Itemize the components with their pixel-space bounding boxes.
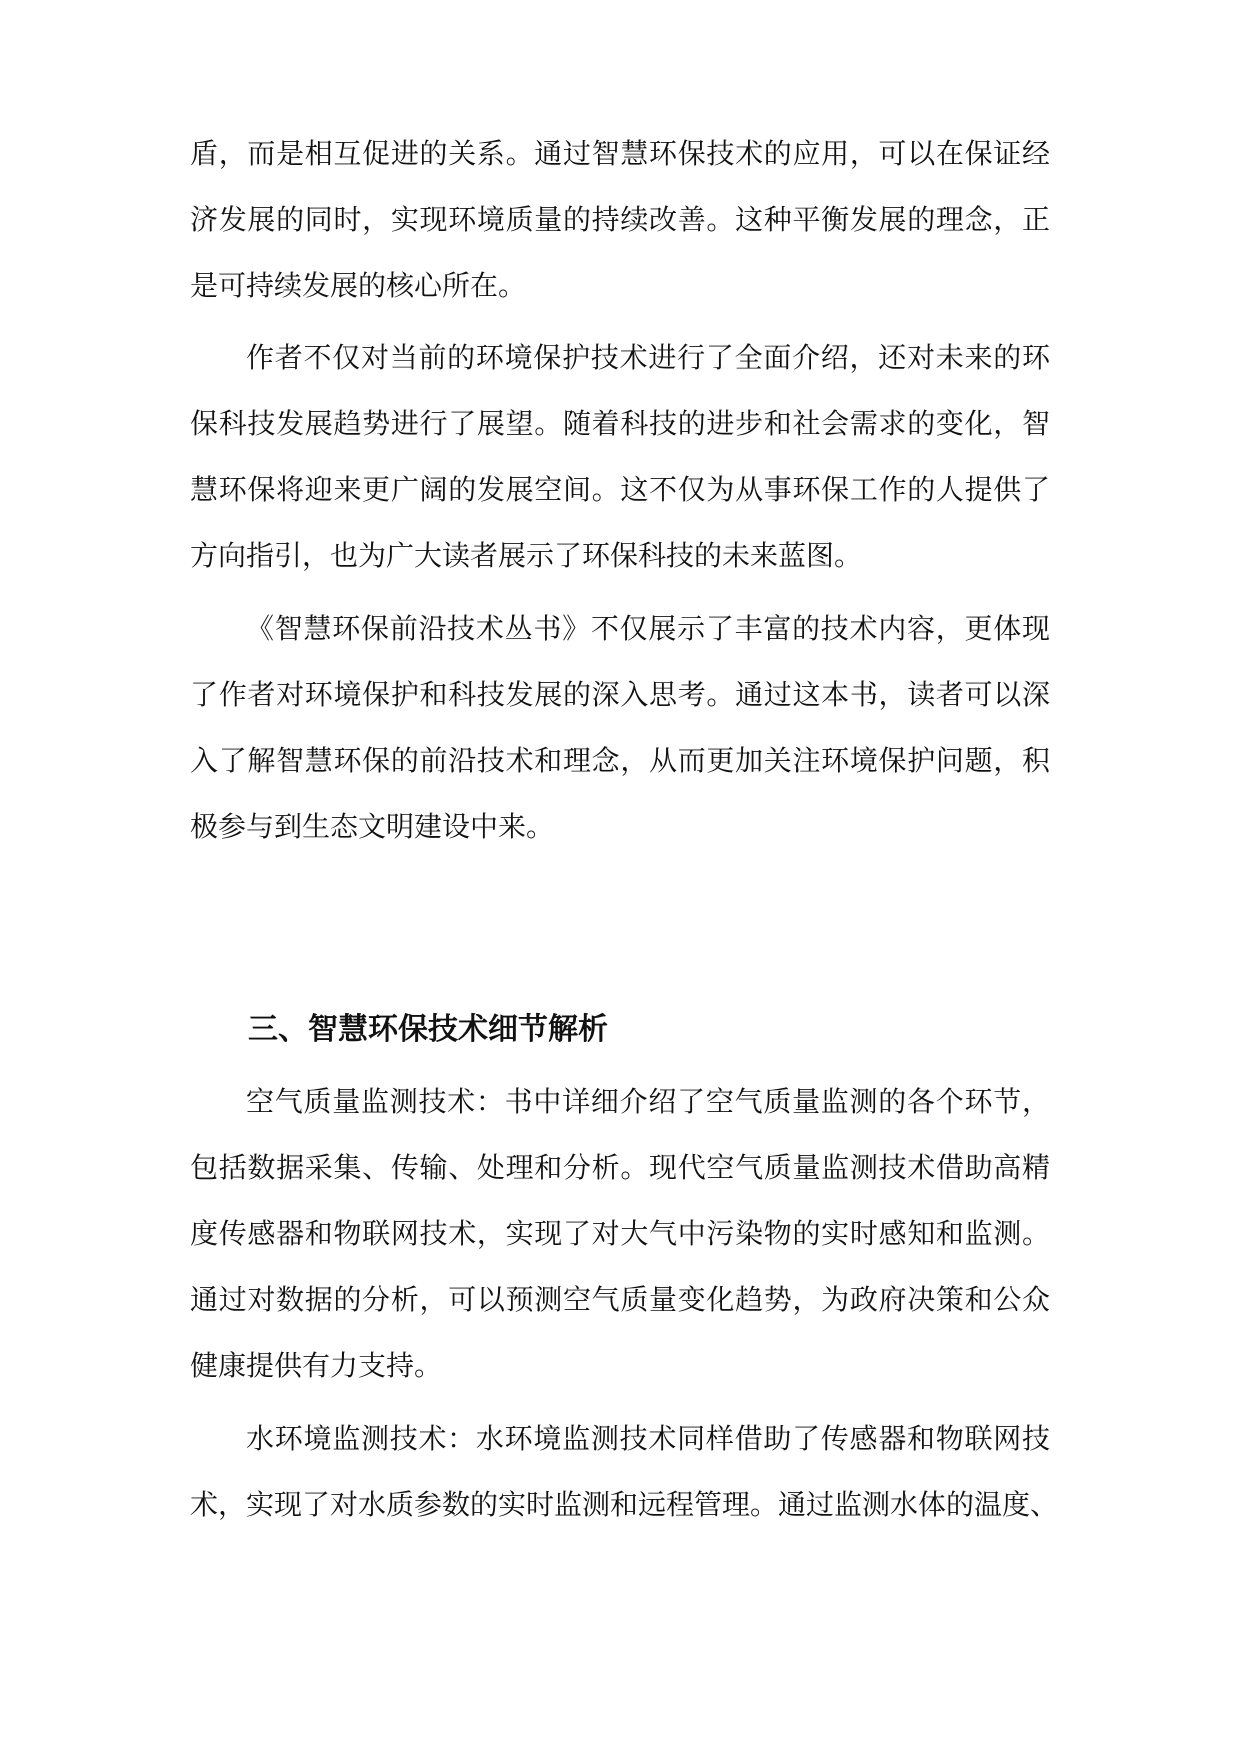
paragraph-line bbox=[0, 338, 1241, 378]
line-text: 了作者对环境保护和科技发展的深入思考。通过这本书，读者可以深 bbox=[190, 678, 1050, 711]
line-text: 术，实现了对水质参数的实时监测和远程管理。通过监测水体的温度、 bbox=[190, 1488, 1059, 1521]
line-text: 入了解智慧环保的前沿技术和理念，从而更加关注环境保护问题，积 bbox=[190, 744, 1050, 777]
line-text: 慧环保将迎来更广阔的发展空间。这不仅为从事环保工作的人提供了 bbox=[190, 473, 1050, 506]
paragraph-line bbox=[0, 404, 1241, 444]
paragraph-line bbox=[0, 470, 1241, 510]
paragraph-line bbox=[0, 536, 1241, 576]
line-text: 度传感器和物联网技术，实现了对大气中污染物的实时感知和监测。 bbox=[190, 1217, 1050, 1250]
paragraph-line bbox=[0, 609, 1241, 649]
section-heading: 三、智慧环保技术细节解析 bbox=[248, 1012, 608, 1047]
line-text: 健康提供有力支持。 bbox=[190, 1349, 443, 1382]
line-text: 《智慧环保前沿技术丛书》不仅展示了丰富的技术内容，更体现 bbox=[246, 612, 1050, 645]
paragraph-line bbox=[0, 741, 1241, 781]
paragraph-line bbox=[0, 1214, 1241, 1254]
paragraph-line bbox=[0, 675, 1241, 715]
paragraph-line bbox=[0, 1082, 1241, 1122]
line-text: 通过对数据的分析，可以预测空气质量变化趋势，为政府决策和公众 bbox=[190, 1283, 1050, 1316]
paragraph-line bbox=[0, 1280, 1241, 1320]
paragraph-line bbox=[0, 1148, 1241, 1188]
paragraph-line bbox=[0, 1419, 1241, 1459]
line-text: 保科技发展趋势进行了展望。随着科技的进步和社会需求的变化，智 bbox=[190, 407, 1050, 440]
line-text: 水环境监测技术：水环境监测技术同样借助了传感器和物联网技 bbox=[246, 1422, 1050, 1455]
paragraph-line bbox=[0, 266, 1241, 306]
line-text: 方向指引，也为广大读者展示了环保科技的未来蓝图。 bbox=[190, 539, 863, 572]
line-text: 极参与到生态文明建设中来。 bbox=[190, 810, 555, 843]
paragraph-line bbox=[0, 134, 1241, 174]
paragraph-line bbox=[0, 1346, 1241, 1386]
line-text: 空气质量监测技术：书中详细介绍了空气质量监测的各个环节， bbox=[246, 1085, 1050, 1118]
line-text: 是可持续发展的核心所在。 bbox=[190, 269, 527, 302]
line-text: 包括数据采集、传输、处理和分析。现代空气质量监测技术借助高精 bbox=[190, 1151, 1050, 1184]
line-text: 济发展的同时，实现环境质量的持续改善。这种平衡发展的理念，正 bbox=[190, 203, 1050, 236]
line-text: 盾，而是相互促进的关系。通过智慧环保技术的应用，可以在保证经 bbox=[190, 137, 1050, 170]
paragraph-line bbox=[0, 1485, 1241, 1525]
paragraph-line bbox=[0, 200, 1241, 240]
paragraph-line bbox=[0, 807, 1241, 847]
line-text: 作者不仅对当前的环境保护技术进行了全面介绍，还对未来的环 bbox=[246, 341, 1050, 374]
